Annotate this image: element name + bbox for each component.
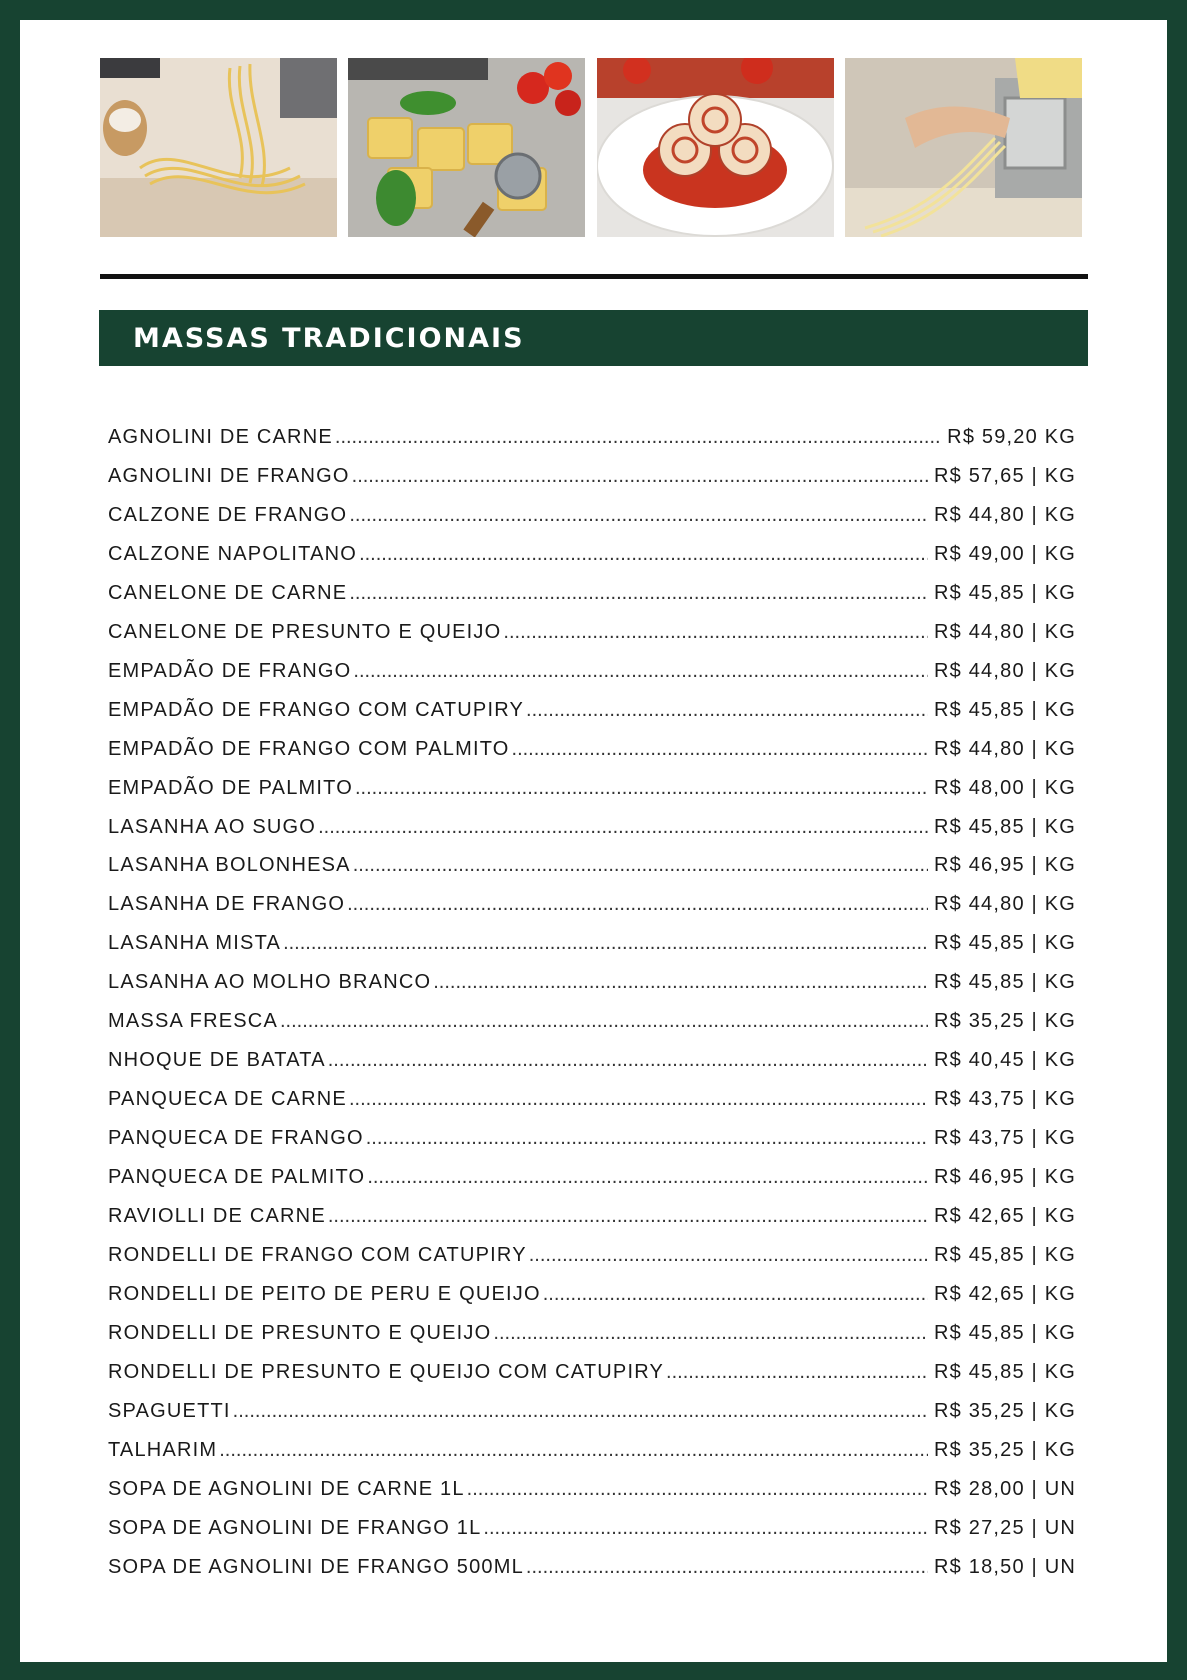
dot-leader [328, 1049, 928, 1072]
menu-item-price: R$ 45,85 | KG [934, 932, 1076, 955]
dot-leader [529, 1244, 928, 1267]
dot-leader [512, 738, 929, 761]
menu-item-name: EMPADÃO DE FRANGO [108, 659, 352, 682]
menu-item-name: EMPADÃO DE FRANGO COM CATUPIRY [108, 698, 525, 721]
dot-leader [328, 1205, 928, 1228]
menu-item [108, 621, 1076, 651]
dot-leader [353, 660, 928, 683]
menu-item-price: R$ 45,85 | KG [934, 1321, 1076, 1344]
menu-item-price: R$ 45,85 | KG [934, 1360, 1076, 1383]
dot-leader [367, 1166, 928, 1189]
dot-leader [526, 699, 928, 722]
menu-item-name: PANQUECA DE CARNE [108, 1088, 347, 1111]
menu-item-name: PANQUECA DE FRANGO [108, 1127, 364, 1150]
menu-item-price: R$ 35,25 | KG [934, 1438, 1076, 1461]
menu-item-price: R$ 18,50 | UN [934, 1555, 1076, 1578]
menu-item-price: R$ 46,95 | KG [934, 1166, 1076, 1189]
menu-item [108, 1127, 1076, 1157]
menu-item-name: CANELONE DE PRESUNTO E QUEIJO [108, 620, 502, 643]
dot-leader [543, 1283, 928, 1306]
dot-leader [493, 1322, 928, 1345]
divider-rule [100, 274, 1088, 279]
dot-leader [483, 1517, 928, 1540]
menu-item-name: CALZONE DE FRANGO [108, 503, 348, 526]
menu-item [108, 932, 1076, 962]
dot-leader [349, 504, 928, 527]
menu-item [108, 816, 1076, 846]
menu-item-name: EMPADÃO DE PALMITO [108, 776, 353, 799]
menu-item [108, 1439, 1076, 1469]
menu-item-name: SOPA DE AGNOLINI DE CARNE 1L [108, 1477, 465, 1500]
menu-item [108, 699, 1076, 729]
menu-item-name: RONDELLI DE PRESUNTO E QUEIJO [108, 1321, 492, 1344]
section-title: MASSAS TRADICIONAIS [133, 323, 525, 354]
menu-item [108, 1166, 1076, 1196]
menu-item-name: RONDELLI DE FRANGO COM CATUPIRY [108, 1243, 527, 1266]
menu-item [108, 777, 1076, 807]
menu-item-price: R$ 45,85 | KG [934, 698, 1076, 721]
menu-item [108, 854, 1076, 884]
menu-item [108, 1478, 1076, 1508]
menu-item-name: PANQUECA DE PALMITO [108, 1166, 366, 1189]
menu-item-name: SOPA DE AGNOLINI DE FRANGO 500ML [108, 1555, 524, 1578]
menu-item [108, 1010, 1076, 1040]
menu-item-name: SPAGUETTI [108, 1399, 231, 1422]
dot-leader [359, 543, 928, 566]
dot-leader [366, 1127, 928, 1150]
menu-item [108, 426, 1076, 456]
dot-leader [219, 1439, 928, 1462]
menu-item-name: CALZONE NAPOLITANO [108, 542, 358, 565]
section-banner [99, 310, 1088, 366]
menu-item-name: LASANHA MISTA [108, 932, 282, 955]
menu-item-price: R$ 57,65 | KG [934, 464, 1076, 487]
dot-leader [467, 1478, 928, 1501]
dot-leader [283, 932, 928, 955]
menu-item [108, 504, 1076, 534]
dot-leader [349, 1088, 928, 1111]
dot-leader [433, 971, 928, 994]
dot-leader [353, 854, 928, 877]
menu-item-price: R$ 46,95 | KG [934, 854, 1076, 877]
menu-item-name: AGNOLINI DE FRANGO [108, 464, 350, 487]
menu-item-price: R$ 45,85 | KG [934, 971, 1076, 994]
menu-item [108, 1361, 1076, 1391]
menu-item [108, 1244, 1076, 1274]
menu-item [108, 738, 1076, 768]
menu-item-price: R$ 44,80 | KG [934, 659, 1076, 682]
rondelli-plate-photo [597, 58, 834, 237]
menu-item-name: LASANHA BOLONHESA [108, 854, 351, 877]
menu-item [108, 582, 1076, 612]
menu-item [108, 543, 1076, 573]
menu-item-price: R$ 28,00 | UN [934, 1477, 1076, 1500]
menu-item-name: LASANHA AO SUGO [108, 815, 317, 838]
dot-leader [503, 621, 928, 644]
menu-item-name: RONDELLI DE PEITO DE PERU E QUEIJO [108, 1282, 541, 1305]
menu-item-name: SOPA DE AGNOLINI DE FRANGO 1L [108, 1516, 482, 1539]
menu-item-price: R$ 44,80 | KG [934, 620, 1076, 643]
menu-item-price: R$ 45,85 | KG [934, 581, 1076, 604]
menu-item [108, 893, 1076, 923]
menu-item-name: RAVIOLLI DE CARNE [108, 1205, 326, 1227]
menu-item-name: EMPADÃO DE FRANGO COM PALMITO [108, 737, 510, 760]
dot-leader [335, 426, 941, 449]
dot-leader [352, 465, 928, 488]
ravioli-photo [348, 58, 585, 237]
dot-leader [280, 1010, 928, 1033]
dot-leader [233, 1400, 928, 1423]
menu-item [108, 465, 1076, 495]
menu-item-name: MASSA FRESCA [108, 1010, 278, 1033]
menu-item-price: R$ 45,85 | KG [934, 1243, 1076, 1266]
menu-item [108, 971, 1076, 1001]
menu-item-name: CANELONE DE CARNE [108, 581, 348, 604]
menu-item-name: RONDELLI DE PRESUNTO E QUEIJO COM CATUPIRY [108, 1360, 665, 1383]
dot-leader [318, 816, 928, 839]
menu-item [108, 660, 1076, 690]
photo-strip [100, 58, 1088, 238]
menu-item-name: AGNOLINI DE CARNE [108, 426, 333, 448]
menu-item-price: R$ 44,80 | KG [934, 503, 1076, 526]
menu-item-price: R$ 43,75 | KG [934, 1088, 1076, 1111]
dot-leader [347, 893, 928, 916]
menu-item-price: R$ 27,25 | UN [934, 1516, 1076, 1539]
dot-leader [349, 582, 928, 605]
menu-item-price: R$ 40,45 | KG [934, 1049, 1076, 1072]
menu-item-name: NHOQUE DE BATATA [108, 1049, 326, 1072]
menu-item-price: R$ 48,00 | KG [934, 776, 1076, 799]
menu-item [108, 1556, 1076, 1586]
menu-item-name: TALHARIM [108, 1438, 218, 1461]
menu-item-price: R$ 42,65 | KG [934, 1282, 1076, 1305]
menu-item [108, 1049, 1076, 1079]
menu-page [20, 20, 1167, 1662]
menu-item [108, 1517, 1076, 1547]
menu-item [108, 1283, 1076, 1313]
menu-item-price: R$ 49,00 | KG [934, 542, 1076, 565]
menu-item-price: R$ 44,80 | KG [934, 737, 1076, 760]
menu-item [108, 1205, 1076, 1235]
menu-item [108, 1322, 1076, 1352]
menu-item-name: LASANHA AO MOLHO BRANCO [108, 971, 432, 994]
menu-item-price: R$ 45,85 | KG [934, 815, 1076, 838]
menu-item-price: R$ 35,25 | KG [934, 1010, 1076, 1033]
menu-item-name: LASANHA DE FRANGO [108, 893, 346, 916]
menu-item-price: R$ 42,65 | KG [934, 1205, 1076, 1227]
dot-leader [355, 777, 928, 800]
dot-leader [526, 1556, 928, 1579]
menu-item-price: R$ 44,80 | KG [934, 893, 1076, 916]
menu-item-price: R$ 35,25 | KG [934, 1399, 1076, 1422]
dot-leader [666, 1361, 928, 1384]
pasta-machine-photo [845, 58, 1082, 237]
menu-item [108, 1400, 1076, 1430]
fresh-tagliatelle-photo [100, 58, 337, 237]
menu-item [108, 1088, 1076, 1118]
menu-item-price: R$ 59,20 KG [947, 426, 1076, 448]
menu-item-price: R$ 43,75 | KG [934, 1127, 1076, 1150]
